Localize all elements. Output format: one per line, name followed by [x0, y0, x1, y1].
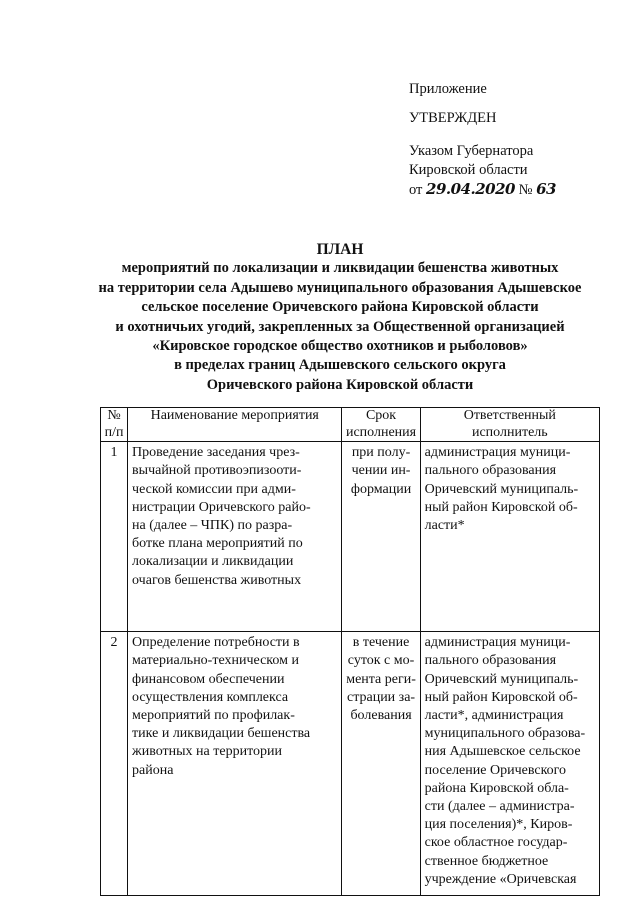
table-header-row: [101, 408, 600, 442]
plan-title: [60, 240, 620, 395]
row-num: 1: [101, 442, 128, 632]
title-line: сельское поселение Оричевского района Кировской области: [141, 299, 539, 316]
title-line: мероприятий по локализации и ликвидации бешенства животных: [121, 260, 559, 277]
header-name: Наименование мероприятия: [128, 408, 342, 442]
table-row: [101, 632, 600, 896]
header-num: № п/п: [101, 408, 128, 442]
plan-table: [100, 407, 600, 896]
row-term: в течение суток с мо- мента реги- страции за- болевания: [342, 632, 420, 896]
table-row: [101, 442, 600, 632]
title-line: и охотничьих угодий, закрепленных за Общественной организацией: [115, 318, 565, 335]
decree-line-2: Кировской области: [409, 162, 528, 178]
row-name: Определение потребности в материально-техническом и финансовом обеспечении осуществления комплекса мероприятий по профилак- тике и ликвидации бешенства животных на территории района: [128, 632, 342, 896]
appendix-block: [409, 80, 556, 200]
row-name: Проведение заседания чрез- вычайной противоэпизооти- ческой комиссии при адми- нистрации Оричевского райо- на (далее – ЧПК) по разра- ботке плана мероприятий по локализации и ликвидации очагов бешенства животных: [128, 442, 342, 632]
title-line: в пределах границ Адышевского сельского округа: [174, 357, 506, 374]
row-responsible: администрация муници- пального образования Оричевский муниципаль- ный район Кировской об- ласти*: [420, 442, 599, 632]
number-sign: №: [518, 182, 533, 198]
decree-line-1: Указом Губернатора: [409, 143, 534, 159]
appendix-label: Приложение: [409, 81, 487, 97]
approved-label: УТВЕРЖДЕН: [409, 110, 497, 126]
header-responsible: Ответственный исполнитель: [420, 408, 599, 442]
row-responsible: администрация муници- пального образования Оричевский муниципаль- ный район Кировской об- ласти*, администрация муниципального образова- ния Адышевское сельское поселение Оричевского района Кировской обла- сти (далее – администра- ция поселения)*, Киров- ское областное государ- ственное бюджетное учреждение «Оричевская: [420, 632, 599, 896]
title-line: «Кировское городское общество охотников и рыболовов»: [152, 338, 528, 355]
row-term: при полу- чении ин- формации: [342, 442, 420, 632]
date-prefix: от: [409, 182, 423, 198]
handwritten-date: 29.04.2020: [426, 180, 515, 198]
handwritten-number: 63: [536, 180, 556, 198]
decree-date-line: [409, 180, 556, 200]
header-term: Срок исполнения: [342, 408, 420, 442]
plan-heading: ПЛАН: [316, 241, 364, 258]
row-num: 2: [101, 632, 128, 896]
title-line: Оричевского района Кировской области: [206, 376, 474, 393]
title-line: на территории села Адышево муниципального образования Адышевское: [98, 279, 582, 296]
